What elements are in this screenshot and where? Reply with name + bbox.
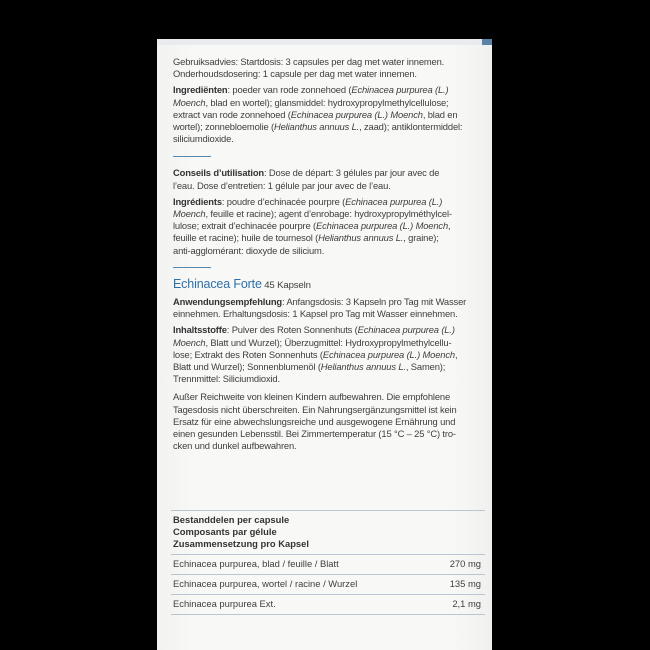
divider-rule — [173, 156, 211, 157]
divider-rule — [173, 267, 211, 268]
ingredient-name: Echinacea purpurea, wortel / racine / Wurzel — [173, 578, 358, 589]
product-heading — [173, 278, 485, 292]
nl-ingredients: Ingrediënten: poeder van rode zonnehoed (Echinacea purpurea (L.) Moench, blad en wortel); glansmiddel: hydroxypropylmethylcellulose; extract van rode zonnehoed (Echinacea purpurea (L.) Moench, blad en wortel); zonnebloemolie (Helianthus annuus L., zaad); antiklontermiddel: siliciumdioxide. — [173, 84, 463, 145]
product-count: 45 Kapseln — [264, 279, 311, 291]
table-row — [171, 555, 485, 575]
table-row — [171, 575, 485, 595]
label-text — [173, 56, 485, 456]
ingredient-name: Echinacea purpurea, blad / feuille / Blatt — [173, 558, 339, 569]
product-box-panel — [157, 39, 492, 650]
fr-usage: Conseils d’utilisation: Dose de départ: 3 gélules par jour avec de l’eau. Dose d’entretien: 1 gélule par jour avec de l’eau. — [173, 167, 440, 191]
table-header-fr: Composants par gélule — [173, 526, 277, 537]
de-warning: Außer Reichweite von kleinen Kindern aufbewahren. Die empfohlene Tagesdosis nicht überschreiten. Ein Nahrungsergänzungsmittel ist kein Ersatz für eine abwechslungsreiche und ausgewogene Ernährung und einen gesunden Lebensstil. Bei Zimmertemperatur (15 °C – 25 °C) tro- cken und dunkel aufbewahren. — [173, 391, 457, 452]
nl-usage: Gebruiksadvies: Startdosis: 3 capsules per dag met water innemen. Onderhoudsdosering: 1 capsule per dag met water innemen. — [173, 56, 445, 80]
ingredient-amount: 2,1 mg — [452, 598, 481, 609]
composition-table — [171, 510, 485, 615]
product-name: Echinacea Forte — [173, 276, 262, 291]
table-header-de: Zusammensetzung pro Kapsel — [173, 538, 309, 549]
table-header-nl: Bestanddelen per capsule — [173, 514, 290, 525]
table-header — [171, 511, 485, 555]
top-band — [157, 39, 492, 45]
ingredient-amount: 135 mg — [449, 578, 481, 589]
table-row — [171, 595, 485, 615]
de-ingredients: Inhaltsstoffe: Pulver des Roten Sonnenhuts (Echinacea purpurea (L.) Moench, Blatt und Wurzel); Überzugmittel: Hydroxypropylmethylcellu- lose; Extrakt des Roten Sonnenhuts (Echinacea purpurea (L.) Moench, Blatt und Wurzel); Sonnenblumenöl (Helianthus annuus L., Samen); Trennmittel: Siliciumdioxid. — [173, 324, 458, 385]
ingredient-amount: 270 mg — [449, 558, 481, 569]
de-usage: Anwendungsempfehlung: Anfangsdosis: 3 Kapseln pro Tag mit Wasser einnehmen. Erhaltungsdosis: 1 Kapsel pro Tag mit Wasser einnehmen. — [173, 296, 467, 320]
top-band-accent — [482, 39, 492, 45]
ingredient-name: Echinacea purpurea Ext. — [173, 598, 276, 609]
fr-ingredients: Ingrédients: poudre d’echinacée pourpre (Echinacea purpurea (L.) Moench, feuille et racine); agent d’enrobage: hydroxypropylméthylcel- lulose; extrait d’echinacée pourpre (Echinacea purpurea (L.) Moench, feuille et racine); huile de tournesol (Helianthus annuus L., graine); anti-agglomérant: dioxyde de silicium. — [173, 195, 452, 256]
